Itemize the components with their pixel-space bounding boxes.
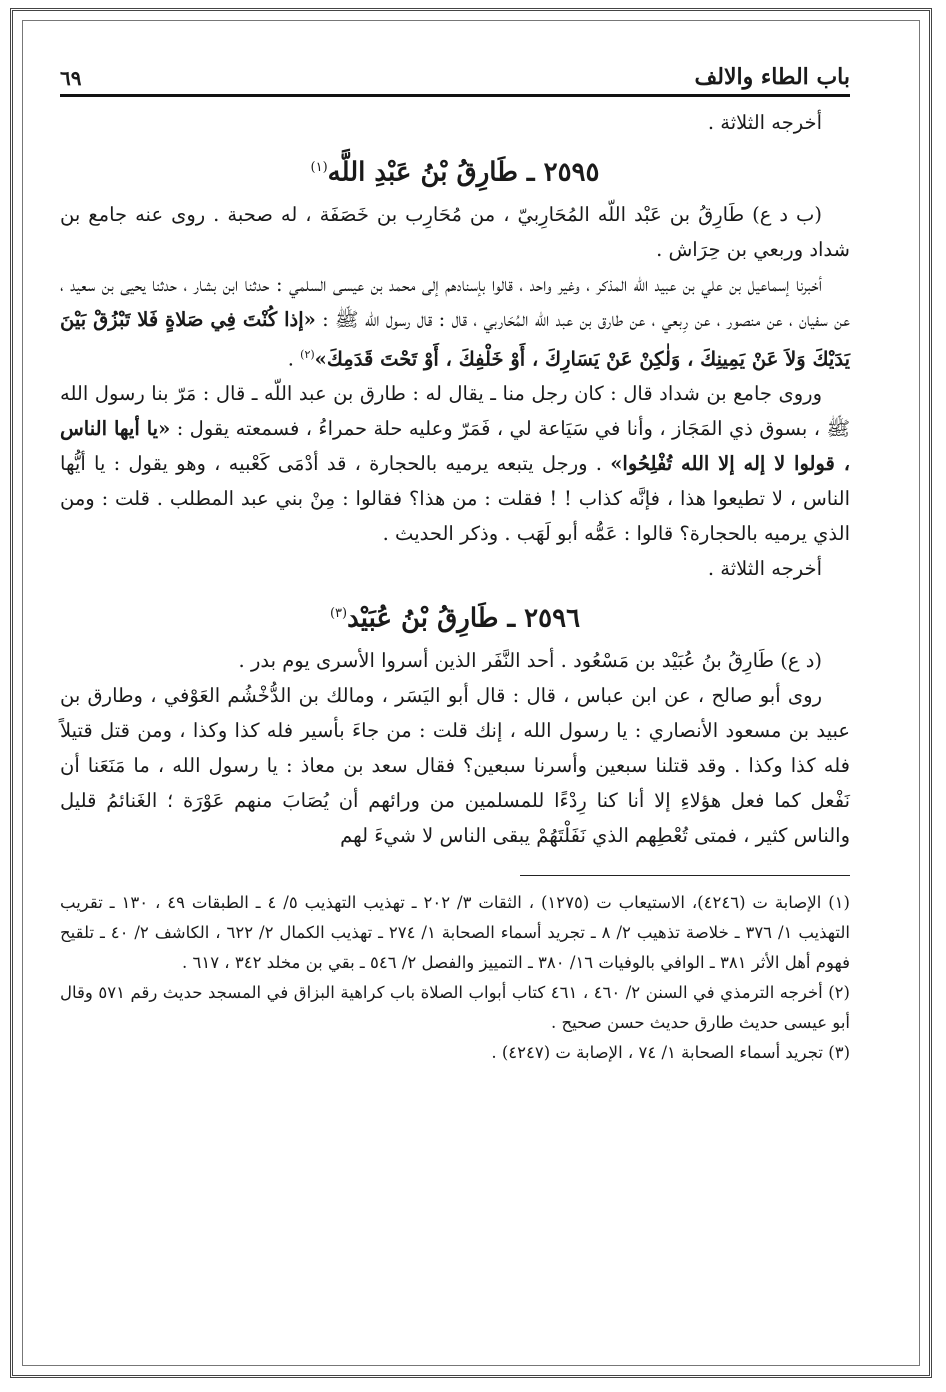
paragraph: روى أبو صالح ، عن ابن عباس ، قال : قال أبو اليَسَر ، ومالك بن الدُّخْشُم العَوْفي ، وطارق بن عبيد بن مسعود الأنصاري : يا رسول الله ، إنك قلت : من جاءَ بأسير فله كذا وكذا ، ومن قتل قتيلاً فله كذا وكذا . وقد قتلنا سبعين وأسرنا سبعين؟ فقال سعد بن معاذ : يا رسول الله ، ما مَنَعَنا أن نَفْعل كما فعل هؤلاءِ إلا أنا كنا رِدْءًا للمسلمين من ورائهم أن يُصَابَ منهم عَوْرَة ؛ الغَنائمُ قليل والناس كثير ، فمتى تُعْطِهم الذي نَفَلْتَهُمْ يبقى الناس لا شيءَ لهم [60,683,850,847]
footnote-divider [520,875,850,876]
entry-title-text: ٢٥٩٦ ـ طَارِقُ بْنُ عُبَيْد [347,603,581,634]
isnad-text: أخبرنا إسماعيل بن علي بن عبيد اللّه المذكر ، وغير واحد ، قالوا بإسنادهم إلى محمد بن عيسى السلمي : حدثنا ابن بشار ، حدثنا يحيى بن سعيد ، عن سفيان ، عن منصور ، عن رِبعي ، عن طارق بن عبد اللّه المُحَاربي ، قال : قال رسول الله ﷺ : [60,272,850,331]
footnote-ref: (٢) [300,347,315,361]
entry-title-text: ٢٥٩٥ ـ طَارِقُ بْنُ عَبْدِ اللَّه [327,157,600,188]
footnote-ref: (٣) [329,606,348,622]
hadith-text: «يا أيها الناس ، قولوا لا إله إلا الله تُفْلِحُوا» [60,417,850,476]
page-number: ٦٩ [60,66,82,90]
chapter-title: باب الطاء والالف [694,64,850,90]
entry-title-2596 [60,596,850,637]
narration-text: . ورجل يتبعه يرميه بالحجارة ، قد أدْمَى كَعْبيه ، وهو يقول : يا أيُّها الناس ، لا تطيعوا هذا ، فإنَّه كذاب ! ! فقلت : من هذا؟ فقالوا : مِنْ بني عبد المطلب . قلت : ومن الذي يرميه بالحجارة؟ قالوا : عَمُّه أبو لَهَب . وذكر الحديث . [60,452,850,546]
paragraph [60,376,850,551]
footnote-1: (١) الإصابة ت (٤٢٤٦)، الاستيعاب ت (١٢٧٥) ، الثقات ٣/ ٢٠٢ ـ تهذيب التهذيب ٥/ ٤ ـ الطبقات ٤٩ ، ١٣٠ ـ تقريب التهذيب ١/ ٣٧٦ ـ خلاصة تذهيب ٢/ ٨ ـ تجريد أسماء الصحابة ١/ ٢٧٤ ـ تهذيب الكمال ٢/ ٦٢٢ ، الكاشف ٢/ ٤٠ ـ تلقيح فهوم أهل الأثر ٣٨١ ـ الوافي بالوفيات ١٦/ ٣٨٠ ـ التمييز والفصل ٢/ ٥٤٦ ـ بقي بن مخلد ٣٤٢ ، ٦١٧ . [60,892,850,972]
footnotes [60,888,850,1068]
punctuation: . [287,347,301,371]
main-text [60,105,850,853]
paragraph [60,267,850,377]
running-header [60,60,850,97]
entry-title-2595 [60,150,850,191]
footnote-ref: (١) [310,160,328,175]
page-content [60,60,850,1360]
closing-line: أخرجه الثلاثة . [707,111,822,134]
closing-line: أخرجه الثلاثة . [707,557,822,581]
hadith-text: «إذا كُنْتَ فِي صَلاةٍ فَلا تَبْزُقْ بَيْنَ يَدَيْكَ وَلاَ عَنْ يَمِينِكَ ، وَلٰكِنْ عَنْ يَسَارِكَ ، أَوْ خَلْفِكَ ، أَوْ تَحْتَ قَدَمِكَ» [60,307,850,371]
paragraph: (ب د ع) طَارِقُ بن عَبْد اللّه المُحَارِبيّ ، من مُحَارِب بن خَصَفَة ، له صحبة . روى عنه جامع بن شداد وربعي بن حِرَاش . [60,202,850,261]
narration-text: وروى جامع بن شداد قال : كان رجل منا ـ يقال له : طارق بن عبد اللّه ـ قال : مَرّ بنا رسول الله ﷺ ، بسوق ذي المَجَاز ، وأنا في سَيَاعة لي ، فَمَرّ وعليه حلة حمراءُ ، فسمعته يقول : [60,382,850,441]
footnote-3: (٣) تجريد أسماء الصحابة ١/ ٧٤ ، الإصابة ت (٤٢٤٧) . [491,1042,850,1062]
footnote-2: (٢) أخرجه الترمذي في السنن ٢/ ٤٦٠ ، ٤٦١ كتاب أبواب الصلاة باب كراهية البزاق في المسجد حديث رقم ٥٧١ وقال أبو عيسى حديث طارق حديث حسن صحيح . [60,982,850,1032]
paragraph: (د ع) طَارِقُ بنُ عُبَيْد بن مَسْعُود . أحد النَّفَر الذين أسروا الأسرى يوم بدر . [238,648,822,672]
